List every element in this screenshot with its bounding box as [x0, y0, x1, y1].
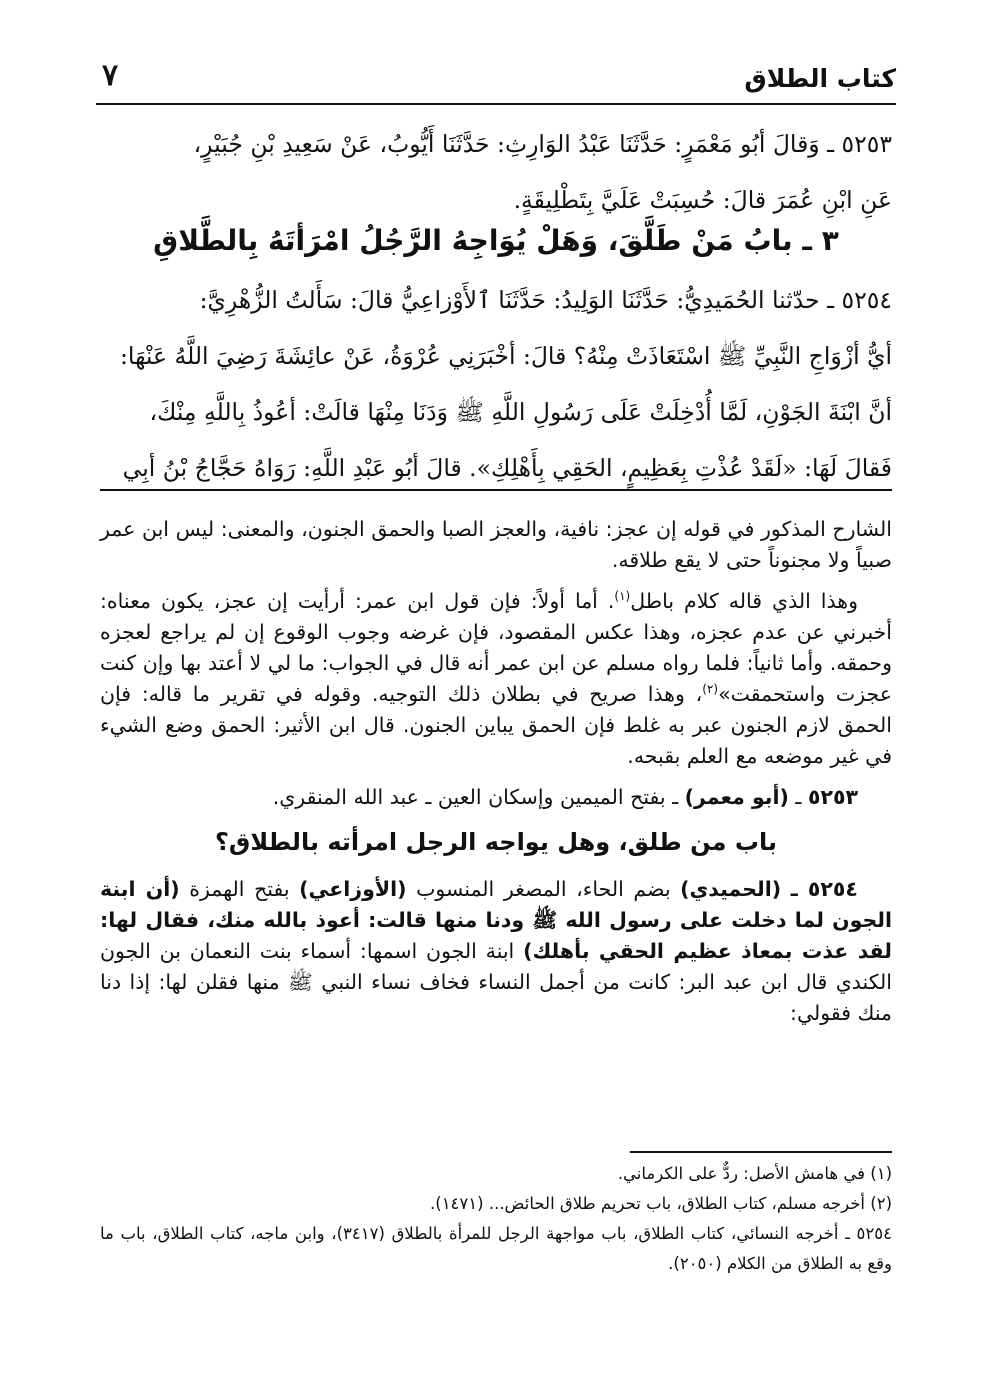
footnote-ref: (٢)	[702, 682, 719, 697]
page-number: ٧	[102, 58, 119, 93]
chapter-heading: ٣ ـ بابُ مَنْ طَلَّقَ، وَهَلْ يُوَاجِهُ الرَّجُلُ امْرَأتَهُ بِالطَّلاقِ	[153, 224, 839, 257]
footnote-1: (١) في هامش الأصل: ردٌّ على الكرماني.	[617, 1164, 892, 1183]
commentary-paragraph: ٥٢٥٣ ـ (أبو معمر) ـ بفتح الميمين وإسكان العين ـ عبد الله المنقري.	[272, 785, 858, 809]
footnote-divider	[630, 1151, 892, 1153]
commentary-text: بضم الحاء، المصغر المنسوب	[416, 877, 671, 901]
hadith-5254-line-2: أيُّ أزْوَاجِ النَّبِيِّ ﷺ اسْتَعَاذَتْ مِنْهُ؟ قالَ: أخْبَرَنِي عُرْوَةُ، عَنْ عائِشَةَ رَضِيَ اللَّهُ عَنْهَا:	[120, 342, 892, 370]
commentary-text: بفتح الهمزة	[189, 877, 290, 901]
hadith-number: ٥٢٥٣	[807, 785, 858, 809]
hadith-5254	[100, 272, 892, 496]
commentary-text: ، وهذا صريح في بطلان ذلك التوجيه. وقوله في تقرير ما قاله: فإن الحمق لازم الجنون عبر به غلط فإن الحمق يباين الجنون. قال ابن الأثير: الحمق وضع الشيء في غير موضعه مع العلم بقبحه.	[100, 682, 892, 768]
commentary-paragraph: الشارح المذكور في قوله إن عجز: نافية، والعجز الصبا والحمق الجنون، والمعنى: ليس ابن عمر صبياً ولا مجنوناً حتى لا يقع طلاقه.	[100, 517, 892, 572]
text-commentary-divider	[100, 489, 892, 491]
commentary-text: . أما أولاً: فإن قول ابن عمر: أرأيت إن عجز، يكون معناه: أخبرني عن عدم عجزه، وهذا عكس المقصود، فإن غرضه وجوب الوقوع إن لم يراجع لعجزه وحمقه. وأما ثانياً: فلما رواه مسلم عن ابن عمر أنه قال في الجواب: ما لي لا أعتد بها وإن كنت عجزت واستحمقت»	[100, 589, 892, 706]
commentary-text: ـ بفتح الميمين وإسكان العين ـ عبد الله المنقري.	[272, 785, 679, 809]
commentary-paragraph	[100, 586, 892, 772]
footnote-2: (٢) أخرجه مسلم، كتاب الطلاق، باب تحريم طلاق الحائض... (١٤٧١).	[430, 1194, 892, 1213]
commentary-text: ابنة الجون اسمها: أسماء بنت النعمان بن الجون الكندي قال ابن عبد البر: كانت من أجمل النساء فخاف نساء النبي ﷺ منها فقلن لها: إذا دنا منك فقولي:	[100, 939, 892, 1025]
hadith-5253	[100, 116, 892, 228]
commentary-chapter-heading: باب من طلق، وهل يواجه الرجل امرأته بالطلاق؟	[214, 828, 778, 856]
bold-term: (الأوزاعي)	[299, 877, 407, 901]
header-divider	[96, 103, 896, 105]
bold-term: (أن ابنة الجون لما دخلت على رسول الله ﷺ ودنا منها قالت: أعوذ بالله منك، فقال لها: لقد عذت بمعاذ عظيم الحقي بأهلك)	[100, 877, 892, 963]
hadith-5253-line-1: ٥٢٥٣ ـ وَقالَ أبُو مَعْمَرٍ: حَدَّثَنَا عَبْدُ الوَارِثِ: حَدَّثَنَا أَيُّوبُ، عَنْ سَعِيدِ بْنِ جُبَيْرٍ،	[193, 130, 892, 158]
running-header	[96, 56, 896, 100]
hadith-number: ٥٢٥٤ ـ	[790, 877, 858, 901]
bold-term: (أبو معمر)	[684, 785, 789, 809]
header-title: كتاب الطلاق	[744, 64, 896, 93]
hadith-5254-line-1: ٥٢٥٤ ـ حدّثنا الحُمَيدِيُّ: حَدَّثَنَا الوَلِيدُ: حَدَّثَنَا ٱلأَوْزاعِيُّ قالَ: سَأَلتُ الزُّهْرِيَّ:	[199, 286, 892, 314]
commentary-text: وهذا الذي قاله كلام باطل	[630, 589, 858, 613]
commentary-paragraph	[100, 874, 892, 1029]
hadith-5254-line-4: فَقالَ لَهَا: «لَقَدْ عُذْتِ بِعَظِيمٍ، الحَقِي بِأَهْلِكِ». قالَ أبُو عَبْدِ اللَّهِ: رَوَاهُ حَجَّاجُ بْنُ أبِي	[122, 454, 892, 482]
footnotes	[100, 1159, 892, 1279]
footnote-ref: (١)	[614, 589, 631, 604]
hadith-5253-line-2: عَنِ ابْنِ عُمَرَ قالَ: حُسِبَتْ عَلَيَّ بِتَطْلِيقَةٍ.	[513, 186, 892, 214]
commentary	[100, 514, 892, 1029]
footnote-3: ٥٢٥٤ ـ أخرجه النسائي، كتاب الطلاق، باب مواجهة الرجل للمرأة بالطلاق (٣٤١٧)، وابن ماجه، كتاب الطلاق، باب ما وقع به الطلاق من الكلام (٢٠٥٠).	[100, 1224, 892, 1273]
hadith-5254-line-3: أنَّ ابْنَةَ الجَوْنِ، لَمَّا أُدْخِلَتْ عَلَى رَسُولِ اللَّهِ ﷺ وَدَنَا مِنْهَا قالَتْ: أعُوذُ بِاللَّهِ مِنْكَ،	[149, 398, 892, 426]
bold-term: (الحميدي)	[680, 877, 782, 901]
